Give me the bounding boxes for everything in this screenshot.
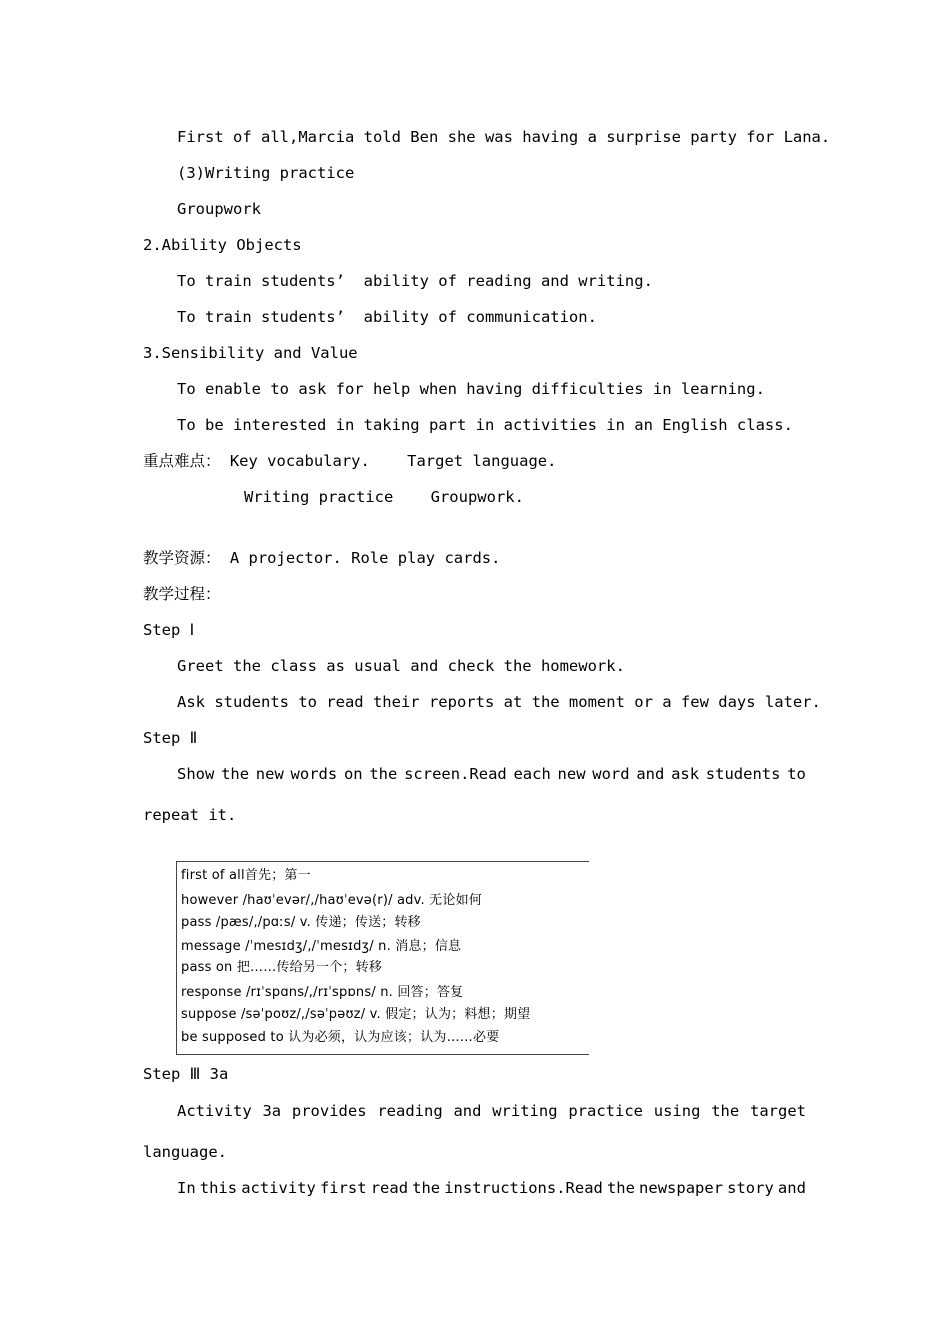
vocab-entry: first of all首先；第一 [181,868,311,883]
word: instructions.Read [444,1179,603,1197]
text-line: To enable to ask for help when having difficulties in learning. [177,380,765,398]
word: activity [241,1179,316,1197]
text-line: repeat it. [143,806,237,824]
word: 3a [262,1102,282,1120]
step-heading: Step Ⅱ [143,729,198,747]
key-points-line-cont: Writing practice Groupwork. [244,488,524,506]
word: Activity [177,1102,252,1120]
word: and [636,765,665,783]
word: new [557,765,586,783]
word: provides [291,1102,367,1120]
word: word [592,765,630,783]
text-line: Ask students to read their reports at the moment or a few days later. [177,693,821,711]
vocabulary-box [176,861,589,1055]
word: the [369,765,398,783]
word: each [513,765,551,783]
vocab-entry: suppose /səˈpoʊz/,/səˈpəʊz/ v. 假定；认为；料想；期望 [181,1007,531,1022]
text-line: First of all,Marcia told Ben she was having a surprise party for Lana. [177,128,831,146]
vocab-entry: however /haʊˈevər/,/haʊˈevə(r)/ adv. 无论如何 [181,893,482,908]
text-line: To train students’ ability of reading and writing. [177,272,653,290]
key-points-line: 重点难点： Key vocabulary. Target language. [143,452,557,470]
word: first [319,1179,367,1197]
step-heading: Step Ⅰ [143,621,195,639]
word: this [199,1179,238,1197]
word: the [711,1102,740,1120]
justified-line [177,764,806,784]
word: and [453,1102,482,1120]
word: Show [177,765,215,783]
word: screen.Read [404,765,507,783]
vocab-entry: be supposed to 认为必须，认为应该；认为……必要 [181,1030,500,1045]
step-heading: Step Ⅲ 3a [143,1065,229,1083]
word: newspaper [639,1179,724,1197]
justified-line [177,1178,806,1198]
word: using [653,1102,701,1120]
word: new [255,765,284,783]
word: to [787,765,806,783]
word: words [290,765,338,783]
word: the [221,765,250,783]
word: target [750,1102,806,1120]
word: read [370,1179,409,1197]
text-line: To train students’ ability of communication. [177,308,597,326]
vocab-entry: pass /pæs/,/pɑːs/ v. 传递；传送；转移 [181,915,421,930]
text-line: To be interested in taking part in activities in an English class. [177,416,793,434]
justified-line [177,1101,806,1121]
word: and [777,1179,806,1197]
vocab-entry: pass on 把……传给另一个；转移 [181,960,383,975]
word: In [177,1179,196,1197]
text-line: Greet the class as usual and check the homework. [177,657,625,675]
word: writing [492,1102,558,1120]
word: students [705,765,781,783]
word: reading [377,1102,443,1120]
process-heading: 教学过程： [143,585,221,603]
word: the [606,1179,635,1197]
text-line: language. [143,1143,227,1161]
word: the [412,1179,441,1197]
text-line: Groupwork [177,200,261,218]
vocab-entry: message /ˈmesɪdʒ/,/ˈmesɪdʒ/ n. 消息；信息 [181,939,462,954]
word: on [343,765,363,783]
text-line: (3)Writing practice [177,164,355,182]
word: story [727,1179,774,1197]
vocab-entry: response /rɪˈspɑns/,/rɪˈspɒns/ n. 回答；答复 [181,985,464,1000]
resources-line: 教学资源： A projector. Role play cards. [143,549,501,567]
word: practice [568,1102,643,1120]
word: ask [671,765,700,783]
section-heading: 3.Sensibility and Value [143,344,358,362]
section-heading: 2.Ability Objects [143,236,302,254]
